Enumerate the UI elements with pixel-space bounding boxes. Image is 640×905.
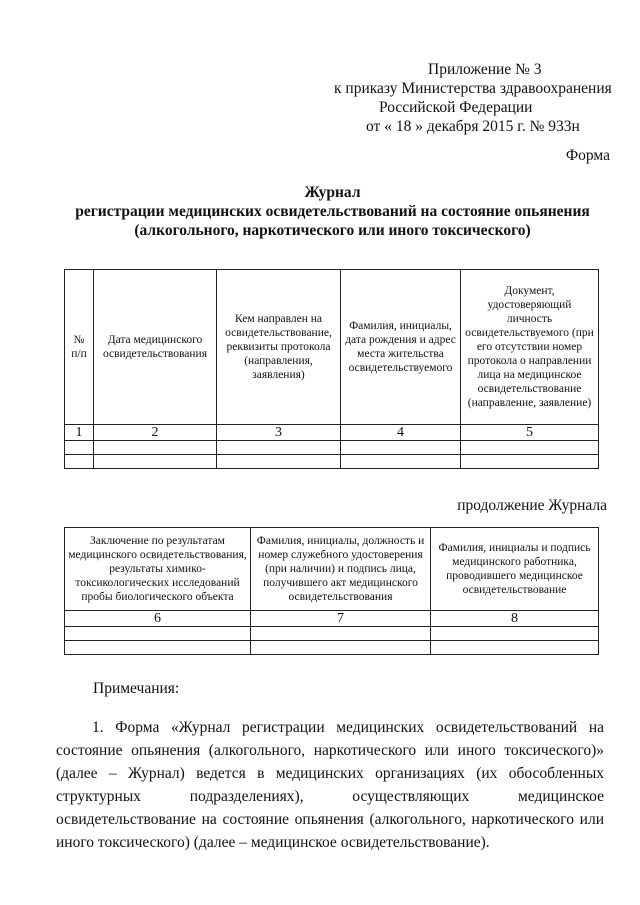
column-number: 6: [65, 611, 251, 627]
column-number: 4: [341, 425, 461, 441]
appendix-date: от « 18 » декабря 2015 г. № 933н: [366, 118, 580, 135]
empty-cell: [65, 627, 251, 641]
column-number: 3: [217, 425, 341, 441]
table-header-row: [65, 270, 599, 425]
empty-cell: [217, 441, 341, 455]
empty-cell: [461, 441, 599, 455]
table-row: [65, 627, 599, 641]
empty-cell: [461, 455, 599, 469]
appendix-country: Российской Федерации: [379, 99, 533, 116]
col-header-recipient: Фамилия, инициалы, должность и номер служебного удостоверения (при наличии) и подпись лица, получившего акт медицинского освидетельствования: [251, 528, 431, 611]
empty-cell: [431, 641, 599, 655]
appendix-number: Приложение № 3: [428, 61, 542, 78]
col-header-number: № п/п: [65, 270, 94, 425]
empty-cell: [341, 441, 461, 455]
column-number: 7: [251, 611, 431, 627]
appendix-header: [300, 60, 620, 136]
column-number: 5: [461, 425, 599, 441]
form-label: Форма: [565, 147, 610, 164]
empty-cell: [251, 641, 431, 655]
column-number: 8: [431, 611, 599, 627]
column-number-row: [65, 611, 599, 627]
table-header-row: [65, 528, 599, 611]
column-number-row: [65, 425, 599, 441]
empty-cell: [217, 455, 341, 469]
empty-cell: [341, 455, 461, 469]
col-header-document: Документ, удостоверяющий личность освидетельствуемого (при его отсутствии номер протокола о направлении лица на медицинское освидетельствование (направление, заявление): [461, 270, 599, 425]
col-header-conclusion: Заключение по результатам медицинского освидетельствования, результаты химико-токсикологических исследований пробы биологического объекта: [65, 528, 251, 611]
title-line-3: (алкогольного, наркотического или иного токсического): [134, 222, 531, 239]
journal-table-continuation: [64, 527, 599, 655]
title-line-1: Журнал: [304, 184, 361, 201]
document-title: [40, 183, 625, 240]
col-header-date: Дата медицинского освидетельствования: [94, 270, 217, 425]
appendix-order: к приказу Министерства здравоохранения: [334, 80, 612, 97]
column-number: 1: [65, 425, 94, 441]
journal-table-main: [64, 269, 599, 469]
col-header-medic: Фамилия, инициалы и подпись медицинского работника, проводившего медицинское освидетельствование: [431, 528, 599, 611]
continuation-label: продолжение Журнала: [457, 497, 607, 514]
table-row: [65, 455, 599, 469]
column-number: 2: [94, 425, 217, 441]
note-paragraph-1: 1. Форма «Журнал регистрации медицинских освидетельствований на состояние опьянения (алкогольного, наркотического или иного токсического)» (далее – Журнал) ведется в медицинских организациях (их обособленных структурных подразделениях), осуществляющих медицинское освидетельствование на состояние опьянения (алкогольного, наркотического или иного токсического) (далее – медицинское освидетельствование).: [56, 719, 604, 851]
col-header-referrer: Кем направлен на освидетельствование, реквизиты протокола (направления, заявления): [217, 270, 341, 425]
notes-title: Примечания:: [93, 680, 180, 697]
title-line-2: регистрации медицинских освидетельствований на состояние опьянения: [75, 203, 590, 220]
empty-cell: [94, 441, 217, 455]
empty-cell: [65, 441, 94, 455]
empty-cell: [65, 641, 251, 655]
empty-cell: [65, 455, 94, 469]
table-row: [65, 441, 599, 455]
col-header-person: Фамилия, инициалы, дата рождения и адрес места жительства освидетельствуемого: [341, 270, 461, 425]
table-row: [65, 641, 599, 655]
empty-cell: [251, 627, 431, 641]
empty-cell: [94, 455, 217, 469]
empty-cell: [431, 627, 599, 641]
